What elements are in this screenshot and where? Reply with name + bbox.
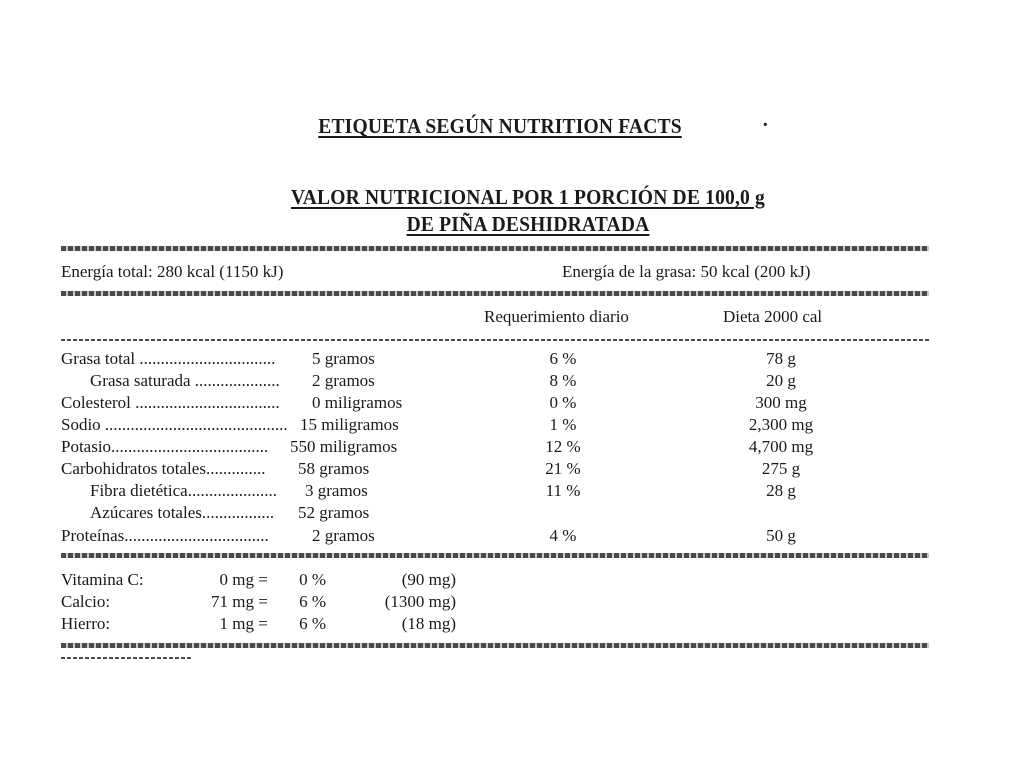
column-daily-requirement: Requerimiento diario [484, 307, 629, 326]
nutrient-label: Grasa saturada .................... [90, 371, 280, 390]
nutrient-label: Carbohidratos totales.............. [61, 459, 266, 478]
nutrient-dv: 50 g [766, 526, 796, 545]
vitamin-equals: = [258, 614, 268, 633]
energy-total: Energía total: 280 kcal (1150 kJ) [61, 262, 284, 281]
vitamin-amount: 71 mg [211, 592, 254, 611]
nutrient-amount: 5 gramos [312, 349, 375, 368]
separator-header [61, 339, 929, 341]
label-title [24, 114, 976, 139]
nutrient-amount: 52 gramos [298, 503, 370, 522]
nutrient-label: Fibra dietética..................... [90, 481, 277, 500]
nutrient-dv: 275 g [761, 459, 801, 478]
nutrient-amount: 15 miligramos [300, 415, 399, 434]
nutrient-label: Potasio..................................... [61, 437, 269, 456]
vitamin-amount: 0 mg [219, 570, 254, 589]
vitamin-name: Calcio: [61, 592, 111, 611]
vitamin-amount: 1 mg [219, 614, 254, 633]
nutrient-amount: 58 gramos [298, 459, 370, 478]
nutrient-pct: 1 % [549, 415, 577, 434]
vitamin-name: Hierro: [61, 614, 111, 633]
separator-top [61, 246, 929, 251]
nutrient-dv: 78 g [766, 349, 796, 368]
serving-title: VALOR NUTRICIONAL POR 1 PORCIÓN DE 100,0 g [290, 185, 766, 209]
separator-bottom [61, 643, 929, 648]
nutrient-dv: 300 mg [755, 393, 807, 412]
vitamin-name: Vitamina C: [61, 570, 144, 589]
column-diet-2000: Dieta 2000 cal [723, 307, 823, 326]
separator-nutrients [61, 553, 929, 558]
vitamin-ref: (18 mg) [401, 614, 456, 633]
nutrient-dv: 28 g [766, 481, 796, 500]
nutrient-dv: 2,300 mg [748, 415, 814, 434]
nutrient-dv: 4,700 mg [748, 437, 814, 456]
nutrient-amount: 2 gramos [312, 371, 375, 390]
product-name: DE PIÑA DESHIDRATADA [406, 212, 650, 236]
vitamin-ref: (90 mg) [401, 570, 456, 589]
energy-fat: Energía de la grasa: 50 kcal (200 kJ) [562, 262, 811, 281]
nutrient-pct: 12 % [545, 437, 581, 456]
nutrient-amount: 0 miligramos [312, 393, 403, 412]
vitamin-equals: = [258, 570, 268, 589]
nutrient-pct: 0 % [549, 393, 577, 412]
nutrient-amount: 3 gramos [305, 481, 368, 500]
vitamin-ref: (1300 mg) [384, 592, 456, 611]
nutrient-pct: 8 % [549, 371, 577, 390]
nutrient-amount: 550 miligramos [290, 437, 398, 456]
faint-rule [61, 657, 191, 659]
vitamin-pct: 6 % [299, 592, 326, 611]
nutrient-amount: 2 gramos [312, 526, 375, 545]
nutrient-label: Proteínas.................................. [61, 526, 269, 545]
nutrient-label: Azúcares totales................. [90, 503, 275, 522]
separator-energy [61, 291, 929, 296]
nutrient-dv: 20 g [766, 371, 796, 390]
title-mark: · [762, 114, 769, 136]
nutrient-label: Grasa total ................................ [61, 349, 276, 368]
vitamin-equals: = [258, 592, 268, 611]
label-title-text: ETIQUETA SEGÚN NUTRITION FACTS [318, 114, 682, 138]
nutrient-label: Colesterol .................................. [61, 393, 280, 412]
nutrient-pct: 4 % [549, 526, 577, 545]
vitamin-pct: 6 % [299, 614, 326, 633]
vitamin-pct: 0 % [299, 570, 326, 589]
nutrient-pct: 6 % [549, 349, 577, 368]
nutrient-pct: 21 % [545, 459, 581, 478]
nutrient-label: Sodio ........................................... [61, 415, 288, 434]
nutrient-pct: 11 % [545, 481, 581, 500]
